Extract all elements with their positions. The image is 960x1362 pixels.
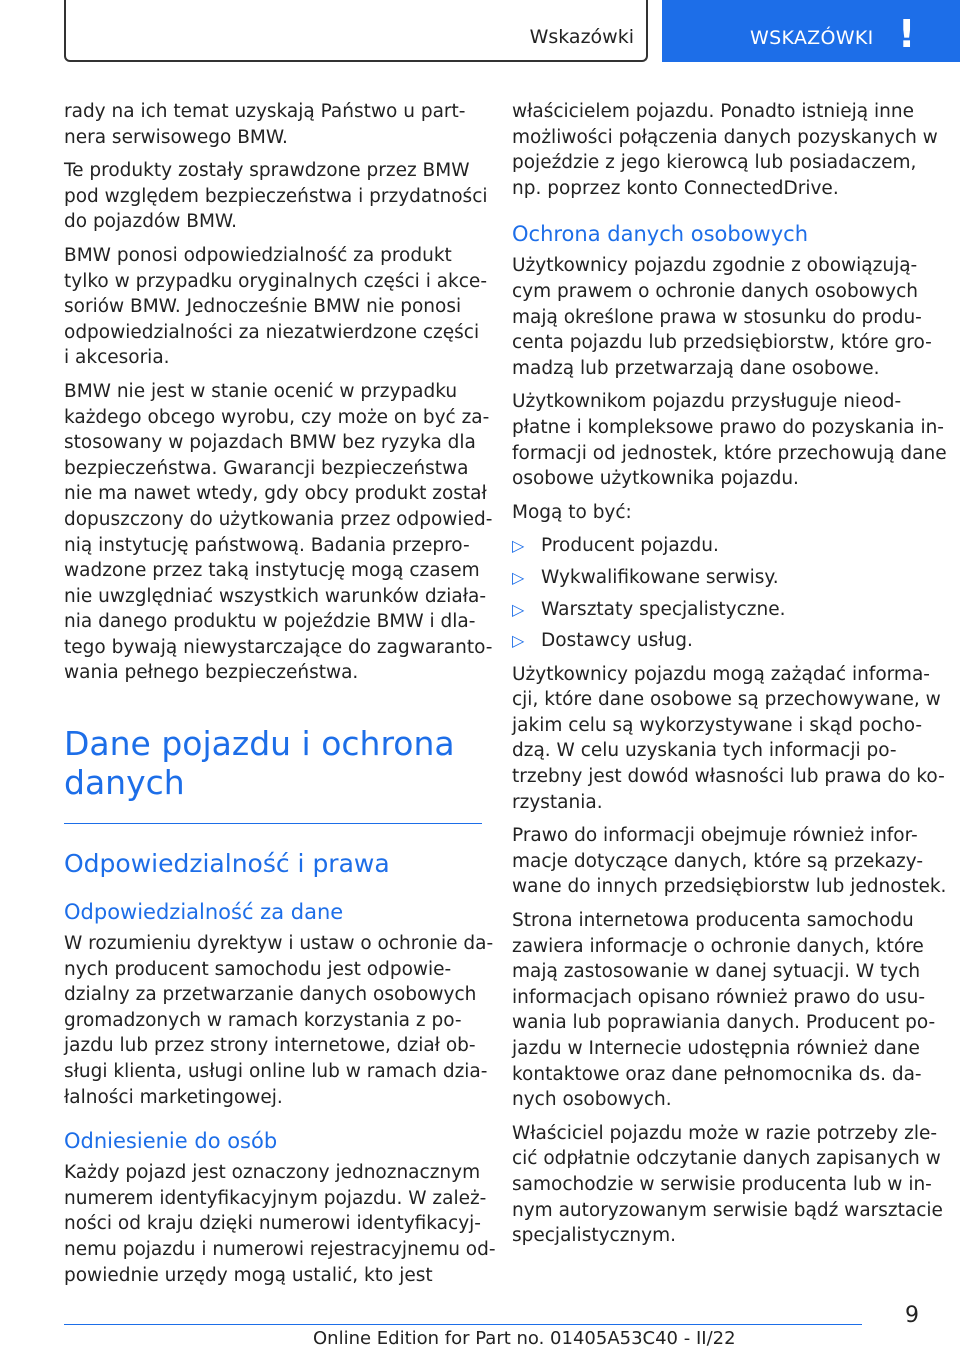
paragraph: Strona internetowa producenta samochodu zawiera informacje o ochronie danych, które mają zastosowanie w danej sytuacji. W tych informacjach opisano również prawo do usu- wania lub poprawiania danych. Producent po- jazdu w Internecie udostępnia również dane kontaktowe oraz dane pełnomocnika ds. da- nych osobowych.	[512, 910, 936, 1111]
chapter-divider	[64, 823, 482, 824]
subheading-person-reference: Odniesienie do osób	[64, 1129, 278, 1154]
subheading-personal-data-protection: Ochrona danych osobowych	[512, 222, 808, 247]
right-column	[512, 99, 958, 1257]
paragraph: Użytkownikom pojazdu przysługuje nieod- płatne i kompleksowe prawo do pozyskania in- formacji od jednostek, które przechowują dane osobowe użytkownika pojazdu.	[512, 391, 947, 490]
subheading-data-responsibility: Odpowiedzialność za dane	[64, 900, 344, 925]
right-mid-paragraphs	[512, 253, 958, 525]
left-column	[64, 99, 496, 1296]
bullet-text: Warsztaty specjalistyczne.	[541, 598, 786, 620]
triangle-bullet-icon: ▷	[512, 599, 525, 619]
triangle-bullet-icon: ▷	[512, 536, 525, 556]
paragraph: rady na ich temat uzyskają Państwo u part- nera serwisowego BMW.	[64, 101, 466, 148]
page-number: 9	[905, 1303, 919, 1328]
bullet-text: Dostawcy usług.	[541, 630, 693, 652]
header-section-tab	[64, 0, 648, 62]
exclamation-icon: !	[898, 12, 916, 56]
bullet-text: Wykwalifikowane serwisy.	[541, 566, 779, 588]
bullet-list	[512, 533, 958, 653]
triangle-bullet-icon: ▷	[512, 567, 525, 587]
list-item	[512, 533, 958, 559]
bullet-text: Producent pojazdu.	[541, 535, 719, 557]
paragraph-person-reference: Każdy pojazd jest oznaczony jednoznacznym numerem identyfikacyjnym pojazdu. W zależ- ności od kraju dzięki numerowi identyfikacyj- nemu pojazdu i numerowi rejestracyjnemu od- powiednie urzędy mogą ustalić, kto jest	[64, 1162, 496, 1286]
section-heading: Odpowiedzialność i prawa	[64, 849, 390, 879]
triangle-bullet-icon: ▷	[512, 631, 525, 651]
paragraph: Te produkty zostały sprawdzone przez BMW pod względem bezpieczeństwa i przydatności do pojazdów BMW.	[64, 160, 488, 233]
header-section-title: Wskazówki	[529, 26, 634, 48]
paragraph-owner-continuation: właścicielem pojazdu. Ponadto istnieją inne możliwości połączenia danych pozyskanych w pojeździe z jego kierowcą lub posiadaczem, np. poprzez konto ConnectedDrive.	[512, 101, 938, 199]
paragraph: Prawo do informacji obejmuje również infor- macje dotyczące danych, które są przekazy- wane do innych przedsiębiorstw lub jednostek.	[512, 825, 947, 898]
paragraph: Mogą to być:	[512, 501, 632, 523]
paragraph: BMW nie jest w stanie ocenić w przypadku każdego obcego wyrobu, czy może on być za- stosowany w pojazdach BMW bez ryzyka dla bezpieczeństwa. Gwarancji bezpieczeństwa nie ma nawet wtedy, gdy obcy produkt został dopuszczony do użytkowania przez odpowied- nią instytucję państwową. Badania przepro- wadzone przez taką instytucję mogą czasem nie uwzględniać wszystkich warunków działa- nia danego produktu w pojeździe BMW i dla- tego bywają niewystarczające do zagwaranto- wania pełnego bezpieczeństwa.	[64, 380, 493, 684]
paragraph: Użytkownicy pojazdu mogą zażądać informa- cji, które dane osobowe są przechowywane, w jakim celu są wykorzystywane i skąd pocho- dzą. W celu uzyskania tych informacji po- trzebny jest dowód własności lub prawa do ko- rzystania.	[512, 663, 945, 813]
header-chapter-tab	[662, 0, 960, 62]
left-top-paragraphs	[64, 99, 493, 686]
header-chapter-title: WSKAZÓWKI	[750, 27, 874, 49]
paragraph: BMW ponosi odpowiedzialność za produkt tylko w przypadku oryginalnych części i akce- soriów BMW. Jednocześnie BMW nie ponosi odpowiedzialności za niezatwierdzone części i akcesoria.	[64, 244, 487, 369]
right-bottom-paragraphs	[512, 662, 958, 1249]
footer-divider	[64, 1324, 862, 1325]
footer-edition: Online Edition for Part no. 01405A53C40 - II/22	[313, 1328, 736, 1349]
paragraph: Użytkownicy pojazdu zgodnie z obowiązują- cym prawem o ochronie danych osobowych mają określone prawa w stosunku do produ- centa pojazdu lub przedsiębiorstw, które gro- madzą lub przetwarzają dane osobowe.	[512, 255, 932, 379]
paragraph: Właściciel pojazdu może w razie potrzeby zle- cić odpłatnie odczytanie danych zapisanych w samochodzie w serwisie producenta lub w in- nym autoryzowanym serwisie bądź warsztacie specjalistycznym.	[512, 1122, 943, 1247]
paragraph-data-responsibility: W rozumieniu dyrektyw i ustaw o ochronie da- nych producent samochodu jest odpowie- dzialny za przetwarzanie danych osobowych gromadzonych w ramach korzystania z po- jazdu lub przez strony internetowe, dział ob- sługi klienta, usługi online lub w ramach dzia- łalności marketingowej.	[64, 933, 494, 1108]
chapter-heading: Dane pojazdu i ochrona danych	[64, 724, 455, 803]
list-item	[512, 565, 958, 591]
list-item	[512, 628, 958, 654]
list-item	[512, 597, 958, 623]
